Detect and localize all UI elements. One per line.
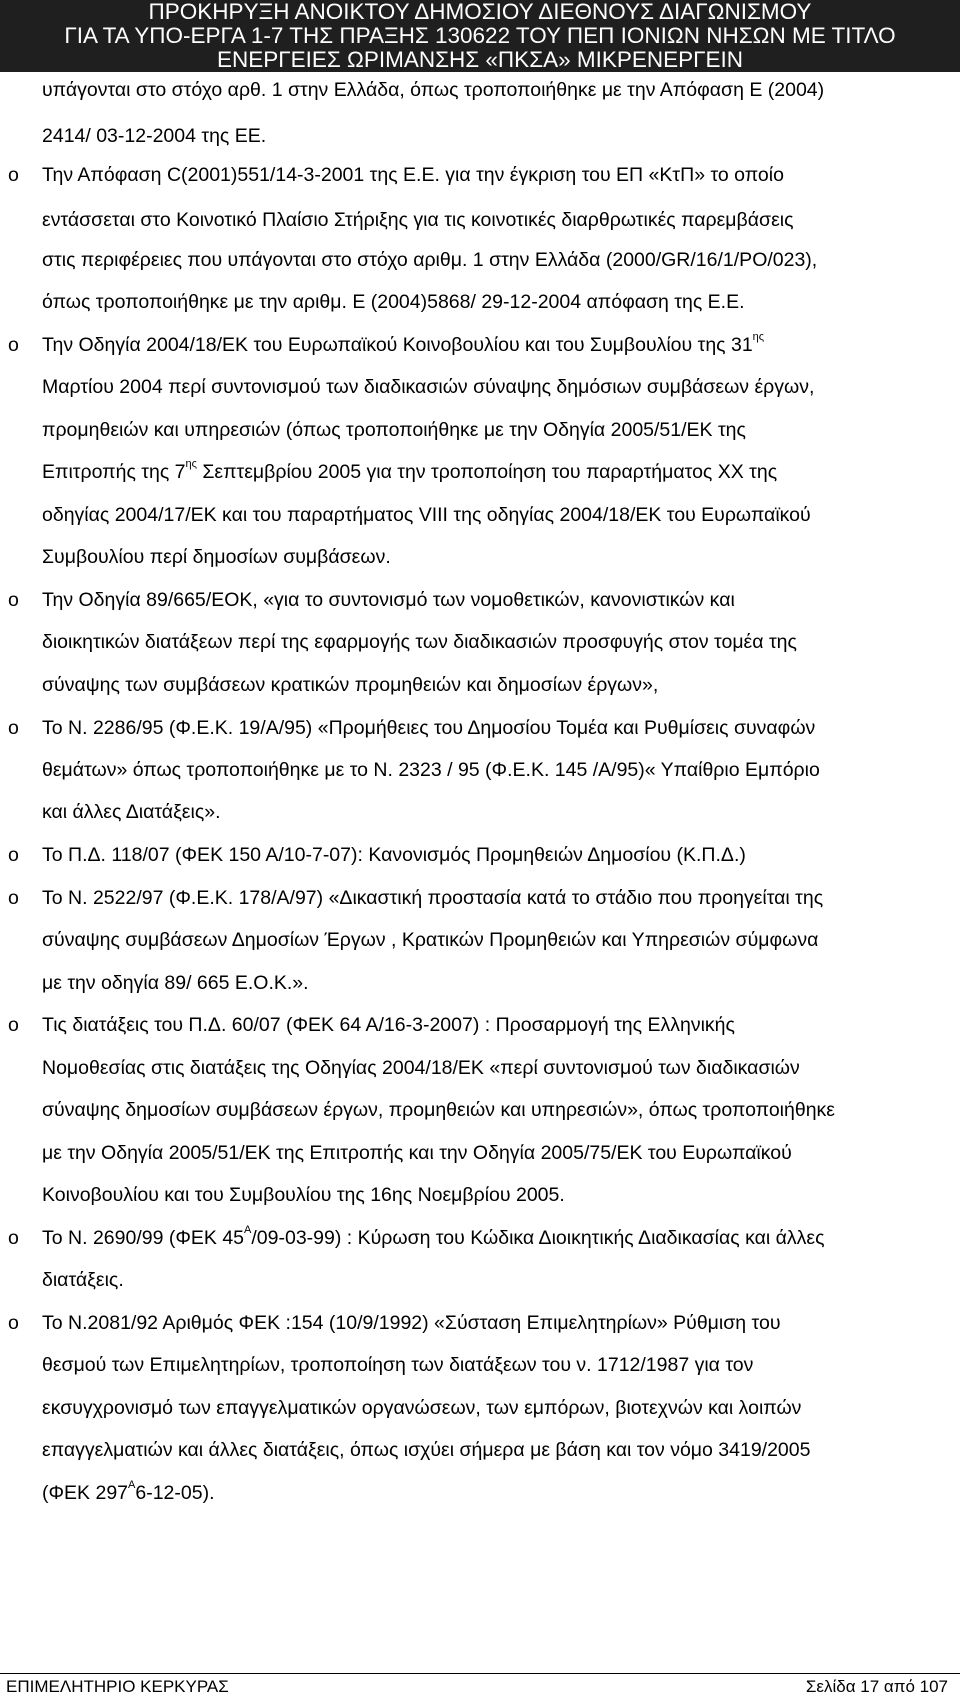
- bullet-marker: o: [8, 887, 19, 909]
- body-line: οδηγίας 2004/17/ΕΚ και του παραρτήματος VIII της οδηγίας 2004/18/ΕΚ του Ευρωπαϊκού: [42, 504, 811, 526]
- body-line: Την Οδηγία 89/665/ΕΟΚ, «για το συντονισμό των νομοθετικών, κανονιστικών και: [42, 589, 735, 611]
- bullet-marker: o: [8, 1312, 19, 1334]
- bullet-marker: o: [8, 164, 19, 186]
- footer-divider: [0, 1673, 960, 1674]
- body-line: Την Οδηγία 2004/18/ΕΚ του Ευρωπαϊκού Κοινοβουλίου και του Συμβουλίου της $31^{\eta\varsigma}$: [42, 331, 765, 356]
- bullet-marker: o: [8, 844, 19, 866]
- body-line: όπως τροποποιήθηκε με την αριθμ. Ε (2004)5868/ 29-12-2004 απόφαση της Ε.Ε.: [42, 291, 745, 313]
- body-line: με την Οδηγία 2005/51/ΕΚ της Επιτροπής και την Οδηγία 2005/75/ΕΚ του Ευρωπαϊκού: [42, 1142, 792, 1164]
- body-line: υπάγονται στο στόχο αρθ. 1 στην Ελλάδα, όπως τροποποιήθηκε με την Απόφαση Ε (2004): [42, 79, 825, 101]
- bullet-marker: o: [8, 589, 19, 611]
- body-line: Το Ν. 2522/97 (Φ.Ε.Κ. 178/Α/97) «Δικαστική προστασία κατά το στάδιο που προηγείται της: [42, 887, 824, 909]
- body-line: σύναψης συμβάσεων Δημοσίων Έργων , Κρατικών Προμηθειών και Υπηρεσιών σύμφωνα: [42, 929, 819, 951]
- body-line: με την οδηγία 89/ 665 Ε.Ο.Κ.».: [42, 972, 309, 994]
- bullet-marker: o: [8, 1227, 19, 1249]
- bullet-marker: o: [8, 334, 19, 356]
- bullet-marker: o: [8, 717, 19, 739]
- body-line: Νομοθεσίας στις διατάξεις της Οδηγίας 2004/18/ΕΚ «περί συντονισμού των διαδικασιών: [42, 1057, 800, 1079]
- footer-organization: ΕΠΙΜΕΛΗΤΗΡΙΟ ΚΕΡΚΥΡΑΣ: [6, 1677, 229, 1696]
- body-line: Το Ν. 2690/99 (ΦΕΚ $45^A/09-03-99$) : Κύρωση του Κώδικα Διοικητικής Διαδικασίας και άλλες: [42, 1224, 825, 1249]
- body-line: Το Ν. 2286/95 (Φ.Ε.Κ. 19/Α/95) «Προμήθειες του Δημοσίου Τομέα και Ρυθμίσεις συναφών: [42, 717, 816, 739]
- document-header: [0, 0, 960, 72]
- body-line: διοικητικών διατάξεων περί της εφαρμογής των διαδικασιών προσφυγής στον τομέα της: [42, 631, 797, 653]
- footer-page-number: Σελίδα 17 από 107: [805, 1677, 948, 1696]
- body-line: θεμάτων» όπως τροποποιήθηκε με το Ν. 2323 / 95 (Φ.Ε.Κ. 145 /Α/95)« Υπαίθριο Εμπόριο: [42, 759, 820, 781]
- header-line-3: ΕΝΕΡΓΕΙΕΣ ΩΡΙΜΑΝΣΗΣ «ΠΚΣΑ» ΜΙΚΡΕΝΕΡΓΕΙΝ: [216, 47, 744, 72]
- body-line: εντάσσεται στο Κοινοτικό Πλαίσιο Στήριξης για τις κοινοτικές διαρθρωτικές παρεμβάσεις: [42, 209, 794, 231]
- body-line: θεσμού των Επιμελητηρίων, τροποποίηση των διατάξεων του ν. 1712/1987 για τον: [42, 1354, 754, 1376]
- header-line-1: ΠΡΟΚΗΡΥΞΗ ΑΝΟΙΚΤΟΥ ΔΗΜΟΣΙΟΥ ΔΙΕΘΝΟΥΣ ΔΙΑΓΩΝΙΣΜΟΥ: [148, 0, 812, 24]
- body-line: διατάξεις.: [42, 1269, 124, 1291]
- body-line: και άλλες Διατάξεις».: [42, 801, 221, 823]
- body-line: προμηθειών και υπηρεσιών (όπως τροποποιήθηκε με την Οδηγία 2005/51/ΕΚ της: [42, 419, 746, 441]
- body-line: επαγγελματιών και άλλες διατάξεις, όπως ισχύει σήμερα με βάση και τον νόμο 3419/2005: [42, 1439, 811, 1461]
- body-line: Την Απόφαση C(2001)551/14-3-2001 της Ε.Ε. για την έγκριση του ΕΠ «ΚτΠ» το οποίο: [42, 164, 784, 186]
- body-line: Το Ν.2081/92 Αριθμός ΦΕΚ :154 (10/9/1992) «Σύσταση Επιμελητηρίων» Ρύθμιση του: [42, 1312, 781, 1334]
- body-line: Μαρτίου 2004 περί συντονισμού των διαδικασιών σύναψης δημόσιων συμβάσεων έργων,: [42, 376, 815, 398]
- body-line: εκσυγχρονισμό των επαγγελματικών οργανώσεων, των εμπόρων, βιοτεχνών και λοιπών: [42, 1397, 802, 1419]
- body-line: σύναψης των συμβάσεων κρατικών προμηθειών και δημοσίων έργων»,: [42, 674, 659, 696]
- body-line: Το Π.Δ. 118/07 (ΦΕΚ 150 Α/10-7-07): Κανονισμός Προμηθειών Δημοσίου (Κ.Π.Δ.): [42, 844, 746, 866]
- body-line: Τις διατάξεις του Π.Δ. 60/07 (ΦΕΚ 64 Α/16-3-2007) : Προσαρμογή της Ελληνικής: [42, 1014, 735, 1036]
- body-line: Επιτροπής της $7^{\eta\varsigma}$ Σεπτεμβρίου 2005 για την τροποποίηση του παραρτήματος ΧΧ της: [42, 458, 778, 483]
- body-line: 2414/ 03-12-2004 της ΕΕ.: [42, 125, 267, 147]
- body-line: Κοινοβουλίου και του Συμβουλίου της 16ης Νοεμβρίου 2005.: [42, 1184, 565, 1206]
- body-line: σύναψης δημοσίων συμβάσεων έργων, προμηθειών και υπηρεσιών», όπως τροποποιήθηκε: [42, 1099, 835, 1121]
- header-line-2: ΓΙΑ ΤΑ ΥΠΟ-ΕΡΓΑ 1-7 ΤΗΣ ΠΡΑΞΗΣ 130622 ΤΟΥ ΠΕΠ ΙΟΝΙΩΝ ΝΗΣΩΝ ΜΕ ΤΙΤΛΟ: [64, 23, 896, 48]
- body-line: (ΦΕΚ $297^A6-12-05$).: [42, 1479, 215, 1504]
- bullet-marker: o: [8, 1014, 19, 1036]
- body-line: στις περιφέρειες που υπάγονται στο στόχο αριθμ. 1 στην Ελλάδα (2000/GR/16/1/PO/023),: [42, 249, 818, 271]
- body-line: Συμβουλίου περί δημοσίων συμβάσεων.: [42, 546, 391, 568]
